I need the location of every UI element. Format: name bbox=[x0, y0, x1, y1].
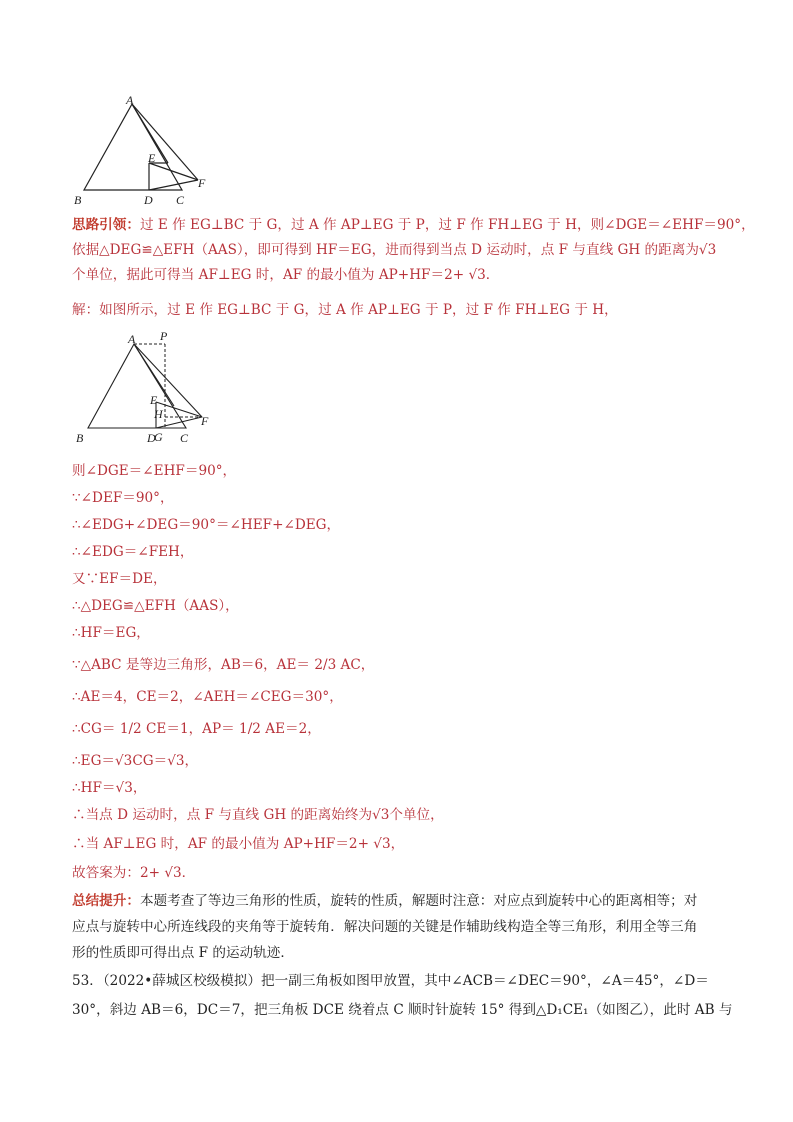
label-E2: E bbox=[150, 393, 158, 407]
step-11: ∴EG＝√3CG＝√3， bbox=[72, 753, 199, 769]
label-H: H bbox=[154, 407, 163, 421]
label-D2: D bbox=[147, 431, 156, 445]
summary-tag: 总结提升： bbox=[72, 893, 140, 909]
step-3: ∴∠EDG+∠DEG＝90°＝∠HEF+∠DEG， bbox=[72, 517, 341, 533]
step-12: ∴HF＝√3， bbox=[72, 780, 147, 796]
figure-1-triangle bbox=[70, 92, 220, 208]
summary-line-2: 应点与旋转中心所连线段的夹角等于旋转角．解决问题的关键是作辅助线构造全等三角形，利用全等三角 bbox=[72, 919, 698, 935]
step-10: ∴CG＝ 1/2 CE＝1，AP＝ 1/2 AE＝2， bbox=[72, 721, 321, 737]
step-13: ∴当点 D 运动时，点 F 与直线 GH 的距离始终为√3个单位， bbox=[72, 807, 444, 823]
step-2: ∵∠DEF＝90°， bbox=[72, 490, 174, 506]
problem-53-line-2: 30°，斜边 AB＝6，DC＝7，把三角板 DCE 绕着点 C 顺时针旋转 15° 得到△D₁CE₁（如图乙），此时 AB 与 bbox=[72, 1002, 733, 1018]
hint-tag: 思路引领： bbox=[72, 217, 140, 233]
label-E: E bbox=[148, 151, 156, 165]
summary-line-1 bbox=[72, 892, 697, 911]
summary-line-3: 形的性质即可得出点 F 的运动轨迹． bbox=[72, 945, 294, 961]
label-C2: C bbox=[180, 431, 189, 445]
step-6: ∴△DEG≌△EFH（AAS）， bbox=[72, 598, 239, 614]
step-8: ∵△ABC 是等边三角形，AB＝6，AE＝ 2/3 AC， bbox=[72, 657, 375, 673]
problem-53-line-1: 53．（2022•薛城区校级模拟）把一副三角板如图甲放置，其中∠ACB＝∠DEC＝90°，∠A＝45°，∠D＝ bbox=[72, 973, 709, 989]
step-1: 则∠DGE＝∠EHF＝90°， bbox=[72, 463, 237, 479]
label-B: B bbox=[74, 193, 82, 207]
summary-text-1: 本题考查了等边三角形的性质，旋转的性质，解题时注意：对应点到旋转中心的距离相等；对 bbox=[139, 893, 698, 909]
step-15: 故答案为：2+ √3． bbox=[72, 865, 196, 881]
label-B2: B bbox=[76, 431, 84, 445]
label-F: F bbox=[198, 176, 206, 190]
label-D: D bbox=[144, 193, 153, 207]
step-7: ∴HF＝EG， bbox=[72, 625, 150, 641]
hint-line-3: 个单位，据此可得当 AF⊥EG 时，AF 的最小值为 AP+HF＝2+ √3． bbox=[72, 267, 500, 283]
hint-text-1: 过 E 作 EG⊥BC 于 G，过 A 作 AP⊥EG 于 P，过 F 作 FH⊥EG 于 H，则∠DGE＝∠EHF＝90°， bbox=[139, 217, 755, 233]
step-5: 又∵EF＝DE， bbox=[72, 571, 167, 587]
hint-line-1 bbox=[72, 216, 755, 235]
label-G: G bbox=[154, 430, 163, 444]
step-9: ∴AE＝4，CE＝2，∠AEH＝∠CEG＝30°， bbox=[72, 689, 343, 705]
solution-intro: 解：如图所示，过 E 作 EG⊥BC 于 G，过 A 作 AP⊥EG 于 P，过 F 作 FH⊥EG 于 H， bbox=[72, 302, 618, 318]
label-A: A bbox=[126, 93, 134, 107]
label-A2: A bbox=[128, 332, 136, 346]
label-C: C bbox=[176, 193, 185, 207]
hint-line-2: 依据△DEG≌△EFH（AAS），即可得到 HF＝EG，进而得到当点 D 运动时，点 F 与直线 GH 的距离为√3 bbox=[72, 242, 717, 258]
step-14: ∴当 AF⊥EG 时，AF 的最小值为 AP+HF＝2+ √3， bbox=[72, 836, 405, 852]
step-4: ∴∠EDG＝∠FEH， bbox=[72, 544, 194, 560]
label-F2: F bbox=[201, 414, 209, 428]
figure-2-triangle bbox=[70, 328, 220, 448]
label-P: P bbox=[160, 329, 168, 343]
